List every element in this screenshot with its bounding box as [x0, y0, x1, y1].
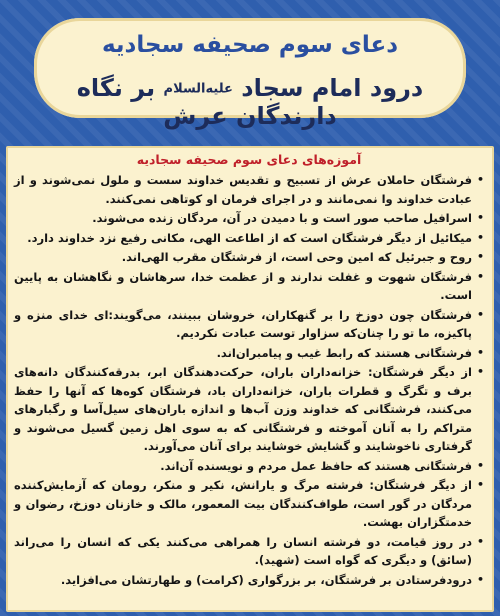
list-item — [14, 209, 484, 228]
bullet-icon: • — [476, 173, 484, 186]
bullet-icon: • — [476, 230, 484, 244]
list-item-text: از دیگر فرشتگان: فرشته مرگ و یارانش، نکیر و منکر، رومان که آزمایش‌کننده مردگان در گور است، طواف‌کنندگان بیت المعمور، مالک و خازنان دوزخ، رضوان و خدمتگزاران بهشت. — [14, 478, 472, 529]
list-item-text: درودفرستادن بر فرشتگان، بر بزرگواری (کرامت) و طهارتشان می‌افزاید. — [60, 572, 472, 587]
list-item-text: در روز قیامت، دو فرشته انسان را همراهی می‌کنند یکی که انسان را می‌راند (سائق) و دیگری که گواه است (شهید). — [14, 534, 472, 567]
list-item — [14, 344, 484, 363]
bullet-icon: • — [476, 211, 484, 224]
list-item-text: فرشتگان چون دوزخ را بر گنهکاران، خروشان ببینند، می‌گویند:ای خدای منزه و پاکیزه، ما تو را چنان‌که سزاوار توست عبادت نکردیم. — [14, 307, 472, 340]
list-item-text: فرشتگانی هستند که رابط غیب و پیامبران‌اند. — [216, 345, 472, 360]
panel-title: آموزه‌های دعای سوم صحیفه سجادیه — [136, 152, 362, 167]
bullet-icon: • — [476, 478, 484, 491]
honorific-mark: علیه‌السلام — [163, 81, 233, 97]
list-item-text: فرشتگانی هستند که حافظ عمل مردم و نویسنده آن‌اند. — [160, 458, 472, 473]
bullet-icon: • — [476, 458, 484, 472]
list-item — [14, 533, 484, 570]
list-item — [14, 363, 484, 456]
page-subtitle — [34, 74, 466, 130]
bullet-icon: • — [476, 250, 484, 263]
list-item — [14, 306, 484, 343]
bullet-icon: • — [476, 365, 484, 378]
list-item — [14, 229, 484, 248]
list-item — [14, 571, 484, 590]
list-item — [14, 268, 484, 305]
list-item-text: فرشتگان حاملان عرش از تسبیح و تقدیس خداوند سست و ملول نمی‌شوند و از عبادت خداوند وا نمی‌مانند و در اجرای فرمان او کوتاهی نمی‌کنند. — [14, 173, 472, 206]
bullet-icon: • — [476, 345, 484, 359]
list-item-text: از دیگر فرشتگان: خزانه‌داران باران، حرکت‌دهندگان ابر، بدرقه‌کنندگان دانه‌های برف و تگرگ و قطرات باران، خزانه‌داران باد، فرشتگان کوه‌ها که آنها را حفظ می‌کنند، فرشتگانی که خداوند وزن آب‌ها و اندازه باران‌های سیل‌آسا و رگبارهای متراکم را به آنان آموخته و فرشتگانی که به سوی اهل زمین گسیل می‌شوند و گرفتاری ناخوشایند و گشایش خوشایند برای آنان می‌آورند. — [14, 365, 472, 453]
list-item-text: فرشتگان شهوت و غفلت ندارند و از عظمت خدا، سرهاشان و نگاهشان به پایین است. — [14, 269, 472, 302]
bullet-icon: • — [476, 534, 484, 548]
teachings-panel — [6, 146, 494, 612]
list-item-text: روح و جبرئیل که امین وحی است، از فرشتگان مقرب الهی‌اند. — [121, 250, 472, 264]
bullet-icon: • — [476, 269, 484, 283]
subtitle-part2: بر نگاه دارندگان عرش — [76, 74, 337, 130]
bullet-icon: • — [476, 307, 484, 321]
teachings-list — [14, 171, 484, 589]
page-title: دعای سوم صحیفه سجادیه — [101, 32, 399, 58]
header-banner — [34, 18, 466, 130]
list-item-text: میکائیل از دیگر فرشتگان است که از اطاعت الهی، مکانی رفیع نزد خداوند دارد. — [27, 230, 472, 245]
subtitle-part1: درود امام سجاد — [241, 74, 424, 102]
bullet-icon: • — [476, 572, 484, 586]
list-item-text: اسرافیل صاحب صور است و با دمیدن در آن، مردگان زنده می‌شوند. — [92, 211, 472, 225]
list-item — [14, 248, 484, 267]
list-item — [14, 171, 484, 208]
list-item — [14, 476, 484, 532]
list-item — [14, 457, 484, 476]
